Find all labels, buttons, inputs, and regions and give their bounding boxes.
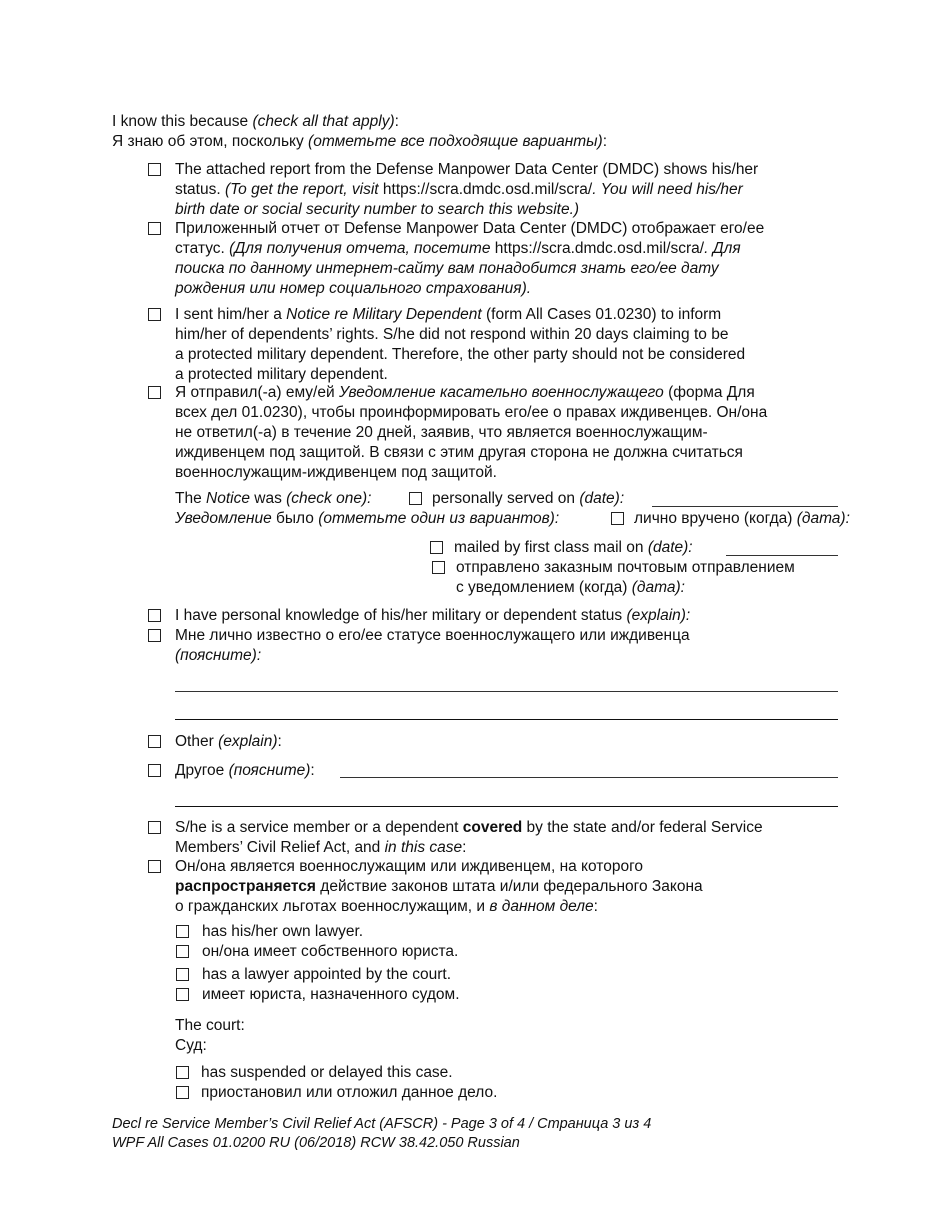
notice-en-line-3: a protected military dependent. Therefore, the other party should not be considered (175, 346, 746, 363)
covered-checkbox-ru[interactable] (148, 860, 161, 873)
personal-knowledge-ru-line-1: Мне лично известно о его/ее статусе военнослужащего или иждивенца (175, 627, 690, 644)
appointed-lawyer-label-en: has a lawyer appointed by the court. (202, 966, 452, 983)
personal-knowledge-en: I have personal knowledge of his/her military or dependent status (explain): (175, 607, 691, 624)
personally-served-checkbox-ru[interactable] (611, 512, 624, 525)
mailed-checkbox-en[interactable] (430, 541, 443, 554)
footer-form-id: WPF All Cases 01.0200 RU (06/2018) RCW 38.42.050 Russian (112, 1135, 520, 1151)
suspended-label-en: has suspended or delayed this case. (201, 1064, 453, 1081)
covered-checkbox-en[interactable] (148, 821, 161, 834)
notice-ru-line-3: не ответил(-а) в течение 20 дней, заявив, что является военнослужащим- (175, 424, 708, 441)
other-label-en: Other (explain): (175, 733, 282, 750)
own-lawyer-checkbox-en[interactable] (176, 925, 189, 938)
other-checkbox-en[interactable] (148, 735, 161, 748)
other-label-ru: Другое (поясните): (175, 762, 315, 779)
notice-en-line-1: I sent him/her a Notice re Military Dependent (form All Cases 01.0230) to inform (175, 306, 722, 323)
court-label-en: The court: (175, 1017, 245, 1034)
personal-knowledge-ru-line-2: (поясните): (175, 647, 262, 664)
mailed-date-field[interactable] (726, 555, 838, 556)
dmdc-report-checkbox-ru[interactable] (148, 222, 161, 235)
own-lawyer-label-ru: он/она имеет собственного юриста. (202, 943, 459, 960)
appointed-lawyer-checkbox-ru[interactable] (176, 988, 189, 1001)
personal-knowledge-explain-field-1[interactable] (175, 691, 838, 692)
notice-served-en: The Notice was (check one): (175, 490, 372, 507)
mailed-label-ru-line-1: отправлено заказным почтовым отправлением (456, 559, 795, 576)
notice-checkbox-ru[interactable] (148, 386, 161, 399)
notice-en-line-4: a protected military dependent. (175, 366, 388, 383)
notice-served-ru: Уведомление было (отметьте один из вариантов): (175, 510, 560, 527)
mailed-checkbox-ru[interactable] (432, 561, 445, 574)
notice-en-line-2: him/her of dependents’ rights. S/he did not respond within 20 days claiming to be (175, 326, 729, 343)
covered-ru-line-2: распространяется действие законов штата и/или федерального Закона (175, 878, 703, 895)
personally-served-checkbox[interactable] (409, 492, 422, 505)
personal-knowledge-checkbox-en[interactable] (148, 609, 161, 622)
dmdc-ru-line-4: рождения или номер социального страхования). (175, 280, 532, 297)
court-label-ru: Суд: (175, 1037, 207, 1054)
appointed-lawyer-checkbox-en[interactable] (176, 968, 189, 981)
personally-served-label-ru: лично вручено (когда) (дата): (634, 510, 850, 527)
suspended-checkbox-ru[interactable] (176, 1086, 189, 1099)
covered-en-line-2: Members’ Civil Relief Act, and in this case: (175, 839, 467, 856)
mailed-label-en: mailed by first class mail on (date): (454, 539, 693, 556)
covered-ru-line-3: о гражданских льготах военнослужащим, и в данном деле: (175, 898, 598, 915)
dmdc-ru-line-2: статус. (Для получения отчета, посетите https://scra.dmdc.osd.mil/scra/. Для (175, 240, 741, 257)
other-checkbox-ru[interactable] (148, 764, 161, 777)
covered-ru-line-1: Он/она является военнослужащим или иждивенцем, на которого (175, 858, 644, 875)
footer-page-info: Decl re Service Member’s Civil Relief Act (AFSCR) - Page 3 of 4 / Страница 3 из 4 (112, 1116, 652, 1132)
other-explain-field-1[interactable] (340, 777, 838, 778)
dmdc-link-en: https://scra.dmdc.osd.mil/scra/ (382, 181, 593, 198)
notice-checkbox-en[interactable] (148, 308, 161, 321)
appointed-lawyer-label-ru: имеет юриста, назначенного судом. (202, 986, 460, 1003)
own-lawyer-checkbox-ru[interactable] (176, 945, 189, 958)
dmdc-ru-line-3: поиска по данному интернет-сайту вам понадобится знать его/ее дату (175, 260, 719, 277)
intro-russian: Я знаю об этом, поскольку (отметьте все подходящие варианты): (112, 133, 608, 150)
dmdc-en-line-3: birth date or social security number to search this website.) (175, 201, 580, 218)
personal-knowledge-checkbox-ru[interactable] (148, 629, 161, 642)
dmdc-report-checkbox-en[interactable] (148, 163, 161, 176)
intro-english: I know this because (check all that apply): (112, 113, 399, 130)
dmdc-link-ru: https://scra.dmdc.osd.mil/scra/ (494, 240, 705, 257)
notice-ru-line-1: Я отправил(-а) ему/ей Уведомление касательно военнослужащего (форма Для (175, 384, 755, 401)
notice-ru-line-4: иждивенцем под защитой. В связи с этим другая сторона не должна считаться (175, 444, 743, 461)
dmdc-en-line-1: The attached report from the Defense Manpower Data Center (DMDC) shows his/her (175, 161, 759, 178)
dmdc-ru-line-1: Приложенный отчет от Defense Manpower Data Center (DMDC) отображает его/ее (175, 220, 765, 237)
dmdc-en-line-2: status. (To get the report, visit https://scra.dmdc.osd.mil/scra/. You will need his/her (175, 181, 743, 198)
mailed-label-ru-line-2: с уведомлением (когда) (дата): (456, 579, 685, 596)
other-explain-field-2[interactable] (175, 806, 838, 807)
personally-served-label-en: personally served on (date): (432, 490, 625, 507)
covered-en-line-1: S/he is a service member or a dependent covered by the state and/or federal Service (175, 819, 763, 836)
notice-ru-line-2: всех дел 01.0230), чтобы проинформировать его/ее о правах иждивенцев. Он/она (175, 404, 768, 421)
suspended-label-ru: приостановил или отложил данное дело. (201, 1084, 498, 1101)
personal-knowledge-explain-field-2[interactable] (175, 719, 838, 720)
suspended-checkbox-en[interactable] (176, 1066, 189, 1079)
own-lawyer-label-en: has his/her own lawyer. (202, 923, 364, 940)
notice-ru-line-5: военнослужащим-иждивенцем под защитой. (175, 464, 497, 481)
personally-served-date-field[interactable] (652, 506, 838, 507)
